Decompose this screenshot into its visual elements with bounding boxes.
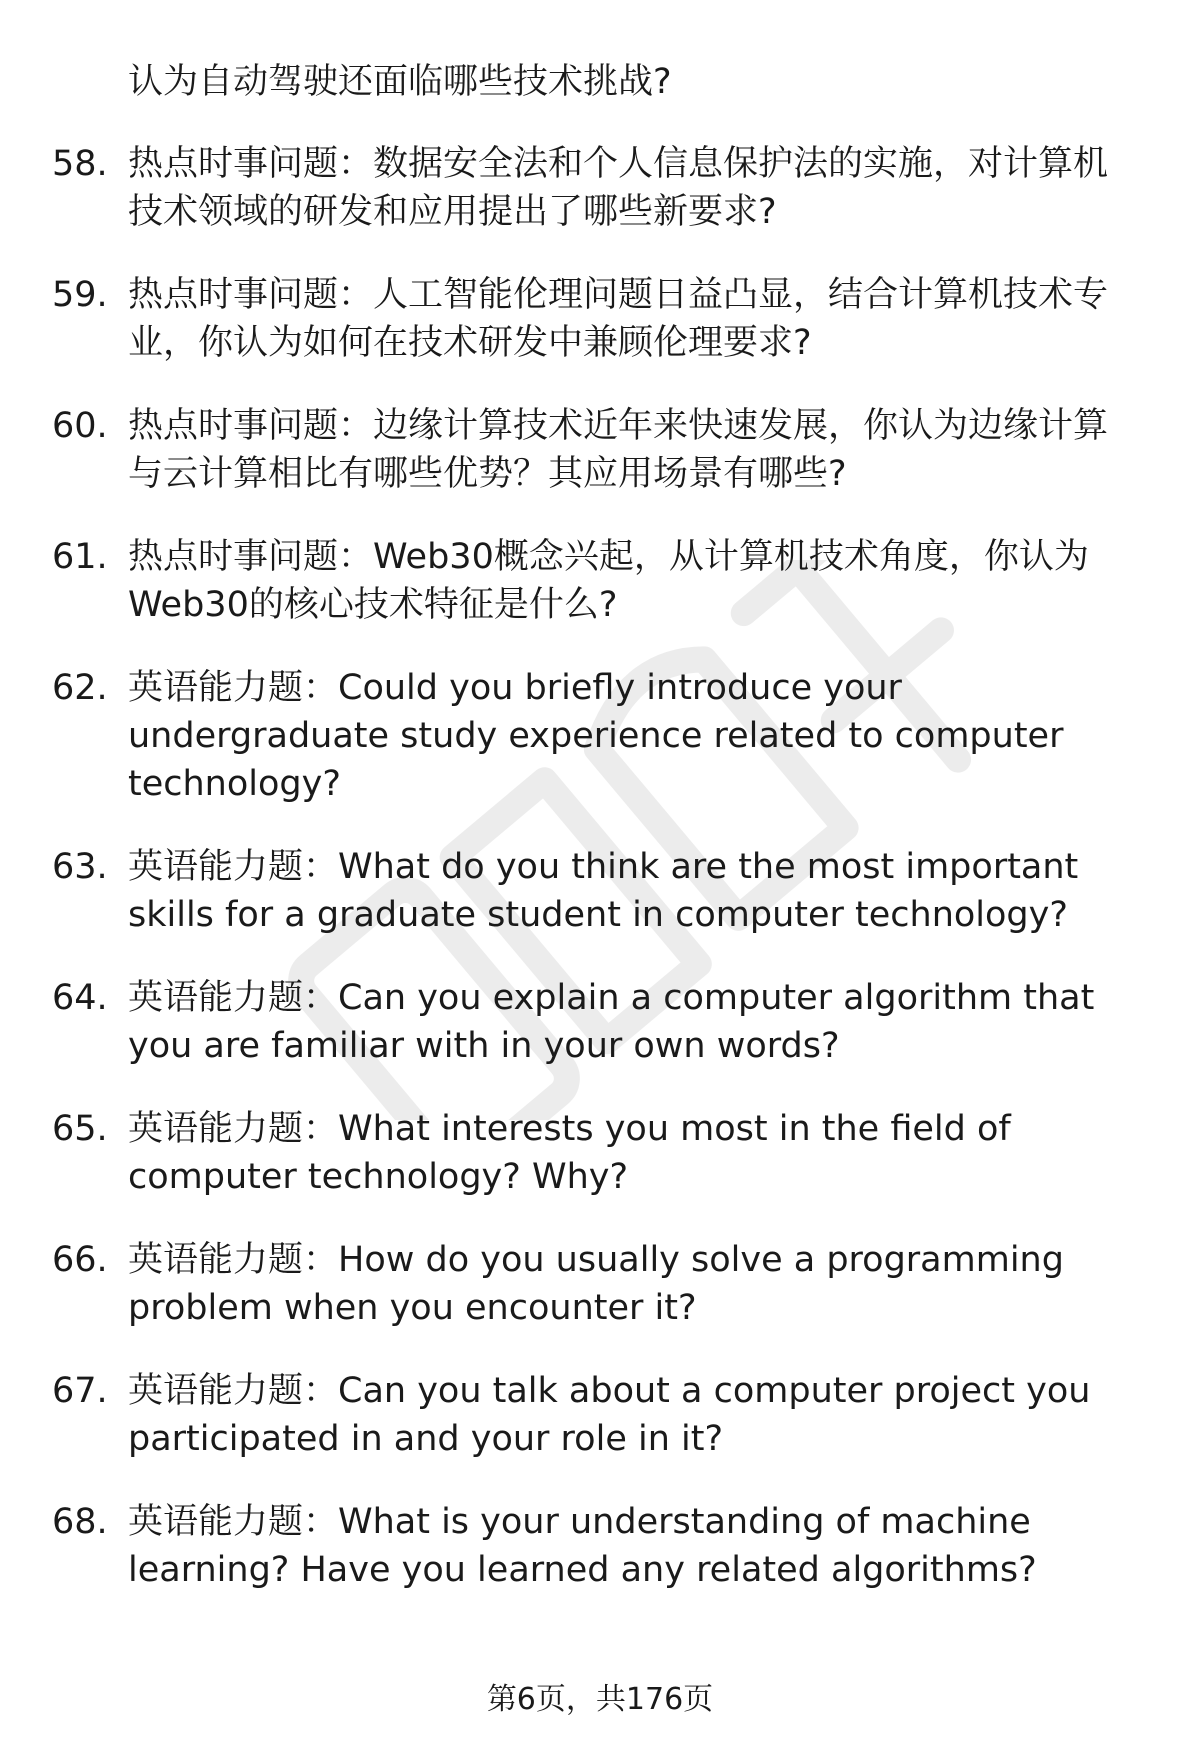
list-item [52, 271, 1138, 367]
question-text: 热点时事问题：Web30概念兴起，从计算机技术角度，你认为Web30的核心技术特征是什么? [128, 537, 1089, 625]
question-number: 60. [52, 406, 108, 446]
question-list [0, 140, 1200, 1594]
question-text: 热点时事问题：数据安全法和个人信息保护法的实施，对计算机技术领域的研发和应用提出了哪些新要求? [128, 144, 1109, 232]
page-number-label: 第6页，共176页 [486, 1682, 714, 1717]
question-number: 61. [52, 537, 108, 577]
question-text: 热点时事问题：边缘计算技术近年来快速发展，你认为边缘计算与云计算相比有哪些优势？其应用场景有哪些? [128, 406, 1109, 494]
list-item [52, 1498, 1138, 1594]
question-text: 英语能力题：What do you think are the most important skills for a graduate student in computer technology? [128, 847, 1079, 935]
document-body [0, 58, 1200, 1629]
question-text: 英语能力题：How do you usually solve a programming problem when you encounter it? [128, 1240, 1064, 1328]
question-text: 英语能力题：Can you explain a computer algorithm that you are familiar with in your own words? [128, 978, 1095, 1066]
question-number: 68. [52, 1502, 108, 1542]
question-number: 58. [52, 144, 108, 184]
question-number: 59. [52, 275, 108, 315]
list-item [52, 664, 1138, 808]
list-item [52, 402, 1138, 498]
question-text: 英语能力题：What is your understanding of machine learning? Have you learned any related algorithms? [128, 1502, 1037, 1590]
question-text: 英语能力题：Can you talk about a computer project you participated in and your role in it? [128, 1371, 1091, 1459]
question-number: 65. [52, 1109, 108, 1149]
list-item [52, 1236, 1138, 1332]
previous-question-continuation: 认为自动驾驶还面临哪些技术挑战? [128, 62, 672, 102]
list-item [52, 843, 1138, 939]
question-text: 英语能力题：What interests you most in the field of computer technology? Why? [128, 1109, 1011, 1197]
list-item [52, 974, 1138, 1070]
list-item [52, 1367, 1138, 1463]
question-text: 热点时事问题：人工智能伦理问题日益凸显，结合计算机技术专业，你认为如何在技术研发中兼顾伦理要求? [128, 275, 1109, 363]
list-item [52, 140, 1138, 236]
question-number: 66. [52, 1240, 108, 1280]
question-number: 67. [52, 1371, 108, 1411]
question-number: 64. [52, 978, 108, 1018]
list-item [52, 533, 1138, 629]
question-number: 62. [52, 668, 108, 708]
question-text: 英语能力题：Could you briefly introduce your undergraduate study experience related to computer technology? [128, 668, 1064, 804]
page-footer [0, 1680, 1200, 1720]
question-number: 63. [52, 847, 108, 887]
list-item [52, 1105, 1138, 1201]
